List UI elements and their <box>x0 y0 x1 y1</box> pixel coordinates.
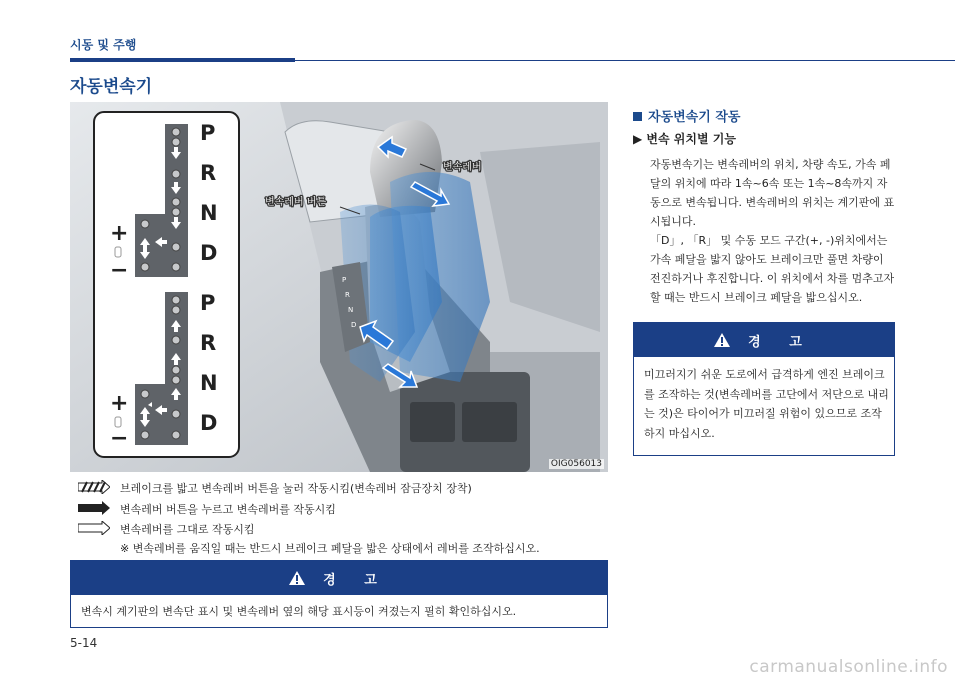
page-number: 5-14 <box>70 636 98 650</box>
legend-text-hatched: 브레이크를 밟고 변속레버 버튼을 눌러 작동시킴(변속레버 잠금장치 장착) <box>120 482 472 495</box>
warning-header <box>71 561 607 595</box>
solid-arrow-icon <box>78 501 110 515</box>
hatched-arrow-icon <box>78 480 110 494</box>
outline-arrow-icon <box>78 521 110 535</box>
gate2-p: P <box>200 291 216 315</box>
callout-lever-label: 변속레버 <box>443 162 482 173</box>
sub-heading-text: 자동변속기 작동 <box>648 110 741 125</box>
gate1-d: D <box>200 241 218 265</box>
legend-text-solid: 변속레버 버튼을 누르고 변속레버를 작동시킴 <box>120 503 336 516</box>
item-heading: ▶ 변속 위치별 기능 <box>633 132 736 146</box>
gate2-r: R <box>200 331 217 355</box>
paragraph-1: 자동변속기는 변속레버의 위치, 차량 속도, 가속 페달의 위치에 따라 1속~6속 또는 1속~8속까지 자동으로 변속됩니다. 변속레버의 위치는 계기판에 표시됩니다. <box>650 158 895 228</box>
gate1-plus: + <box>110 221 129 246</box>
caution-note: ※ 변속레버를 움직일 때는 반드시 브레이크 페달을 밟은 상태에서 레버를 조작하십시오. <box>120 542 540 555</box>
gate1-p: P <box>200 121 216 145</box>
callout-button-label: 변속레버 버튼 <box>265 197 327 208</box>
gate1-n: N <box>200 201 218 225</box>
page-heading: 자동변속기 <box>70 77 153 97</box>
shift-lever-figure <box>70 102 608 472</box>
section-title: 시동 및 주행 <box>70 38 137 52</box>
warning-body: 변속시 계기판의 변속단 표시 및 변속레버 옆의 해당 표시등이 켜졌는지 필히 확인하십시오. <box>81 605 517 618</box>
shift-gate-inset <box>94 112 239 457</box>
watermark: carmanualsonline.info <box>749 657 948 677</box>
knob-mini-n: N <box>348 306 354 314</box>
paragraph-2: 「D」, 「R」 및 수동 모드 구간(+, -)위치에서는 가속 페달을 밟지 않아도 브레이크만 풀면 차량이 전진하거나 후진합니다. 이 위치에서 차를 멈추고자 할 때는 반드시 브레이크 페달을 밟으십시오. <box>650 234 895 304</box>
warning-title: 경 고 <box>323 572 389 588</box>
warning-box-right <box>633 322 895 456</box>
warning-header-right <box>634 323 894 357</box>
knob-mini-p: P <box>342 276 347 284</box>
image-code: OIG056013 <box>550 459 602 469</box>
square-bullet-icon <box>633 112 642 121</box>
header-rule-thick <box>70 58 295 62</box>
gate2-minus: − <box>110 426 129 451</box>
sub-heading <box>633 106 740 125</box>
gate2-plus: + <box>110 391 129 416</box>
shift-lever-illustration <box>70 102 608 472</box>
gate1-minus: − <box>110 258 129 283</box>
knob-mini-d: D <box>351 321 357 329</box>
knob-mini-r: R <box>345 291 350 299</box>
gate2-n: N <box>200 371 218 395</box>
warning-body-right: 미끄러지기 쉬운 도로에서 급격하게 엔진 브레이크를 조작하는 것(변속레버를 고단에서 저단으로 내리는 것)은 타이어가 미끄러질 위험이 있으므로 조작하지 마십시오. <box>644 368 889 440</box>
warning-triangle-icon <box>714 333 730 347</box>
legend-text-outline: 변속레버를 그대로 작동시킴 <box>120 523 255 536</box>
gate2-d: D <box>200 411 218 435</box>
warning-box-bottom <box>70 560 608 628</box>
body-text <box>650 155 895 307</box>
header-rule-thin <box>295 60 955 61</box>
warning-title-right: 경 고 <box>748 334 814 350</box>
warning-triangle-icon <box>289 571 305 585</box>
gate1-r: R <box>200 161 217 185</box>
